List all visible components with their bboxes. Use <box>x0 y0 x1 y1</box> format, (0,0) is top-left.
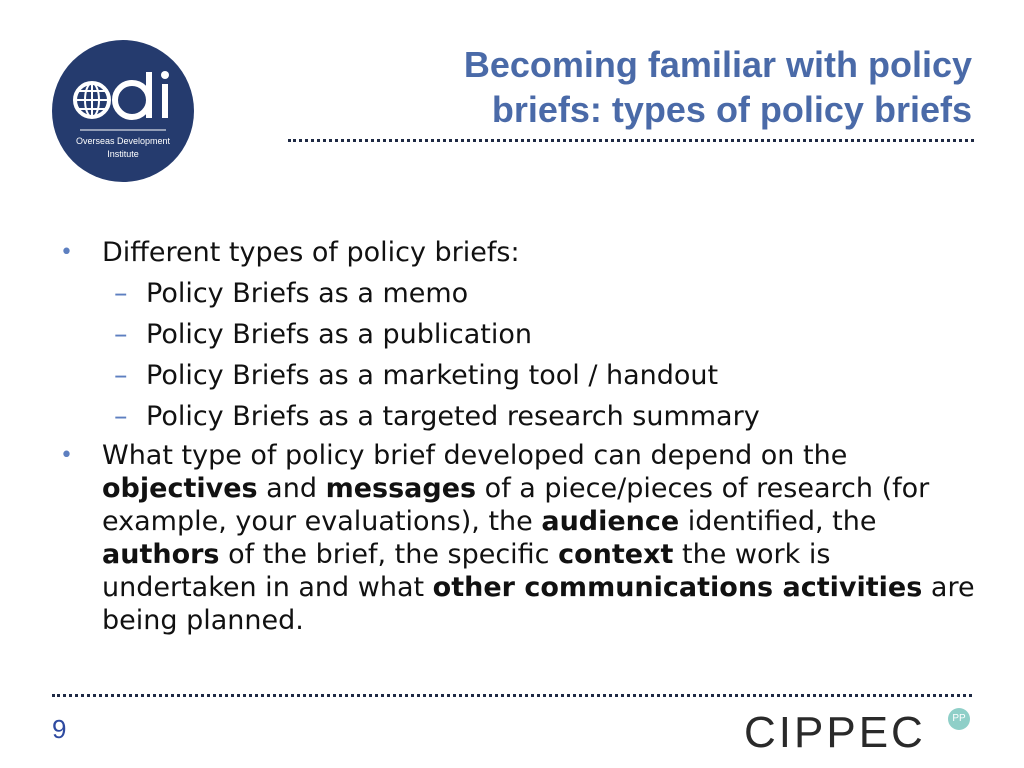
page-number: 9 <box>52 714 67 744</box>
title-line-2: briefs: types of policy briefs <box>491 89 972 130</box>
text-run: and <box>257 473 326 504</box>
text-run: of a piece/pieces of research (for example, your evaluations), the <box>102 473 930 537</box>
logo-subtitle: Overseas Development Institute <box>75 136 171 159</box>
cippec-logo: CIPPEC <box>744 708 926 757</box>
title-divider <box>288 139 974 142</box>
odi-logo <box>52 40 194 182</box>
bullet-item <box>56 439 976 637</box>
bold-term: authors <box>102 539 220 570</box>
bold-term: messages <box>325 473 477 504</box>
footer-divider <box>52 694 972 697</box>
text-run: of the brief, the specific <box>219 539 559 570</box>
bullet-item: • Different types of policy briefs: <box>56 232 976 273</box>
bold-term: audience <box>541 506 680 537</box>
text-run: the work is undertaken in and what <box>102 539 831 603</box>
bold-term: other communications activities <box>432 572 923 603</box>
slide-body <box>56 232 976 637</box>
cippec-badge-icon: PP <box>948 708 970 730</box>
slide-title <box>352 42 972 132</box>
sub-bullet-item: – Policy Briefs as a memo <box>56 273 976 314</box>
text-run: identified, the <box>679 506 877 537</box>
text-run: What type of policy brief developed can depend on the <box>102 440 848 471</box>
sub-bullet-item: – Policy Briefs as a marketing tool / handout <box>56 355 976 396</box>
bold-term: objectives <box>102 473 258 504</box>
bold-term: context <box>558 539 674 570</box>
sub-bullet-item: – Policy Briefs as a targeted research summary <box>56 396 976 437</box>
title-line-1: Becoming familiar with policy <box>463 44 972 85</box>
sub-bullet-item: – Policy Briefs as a publication <box>56 314 976 355</box>
text-run: are being planned. <box>102 572 975 636</box>
